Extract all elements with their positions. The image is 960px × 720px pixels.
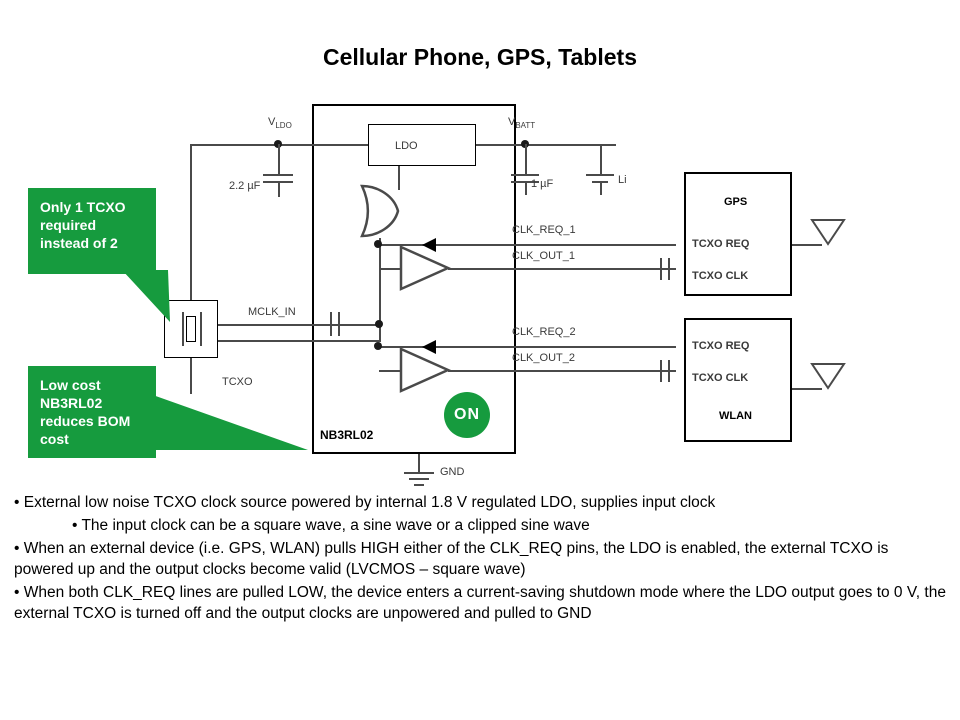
clk-req-2-label: CLK_REQ_2 [512,326,576,338]
batt-plate-long [586,174,614,176]
v-batt-label-sub: BATT [515,121,536,131]
wire-buf1-out [448,268,676,270]
node-clk-req-1 [374,240,382,248]
clkout2-cap-l [660,360,662,382]
callout-tcxo: Only 1 TCXO required instead of 2 [28,188,156,274]
callout-bom-tail [150,388,310,454]
battery-label: Li [618,174,627,186]
wlan-pin-tcxo-req: TCXO REQ [692,340,750,352]
wire-vbatt [476,144,616,146]
gnd-bar-2 [409,478,429,480]
gps-block-title: GPS [724,196,748,208]
bullet-3: • When an external device (i.e. GPS, WLAN) pulls HIGH either of the CLK_REQ pins, the LDO is enabled, the external TCXO is powered up and the output clocks become valid (LVCMOS – square wave) [14,540,889,578]
clkout1-cap-r [668,258,670,280]
wire-buf2-out [448,370,676,372]
ldo-block [368,124,476,166]
ldo-block-label: LDO [395,140,418,152]
gps-antenna-icon [810,218,846,246]
block-diagram [0,88,960,488]
bullet-4: • When both CLK_REQ lines are pulled LOW, the device enters a current-saving shutdown mode where the LDO output goes to 0 V, the external TCXO is turned off and the output clocks are unpowered and pulled to GND [14,584,946,622]
wire-cap-vldo-gnd [278,181,280,197]
tcxo-label: TCXO [222,376,253,388]
main-chip-label: NB3RL02 [320,428,374,442]
clk-req-2-arrow [420,338,438,356]
wlan-pin-tcxo-clk: TCXO CLK [692,372,749,384]
wire-cap-1u [525,144,527,174]
callout-bom: Low cost NB3RL02 reduces BOM cost [28,366,156,458]
wlan-block-title: WLAN [719,410,752,422]
bullet-list [14,492,946,626]
v-ldo-label-main: V [268,116,276,128]
v-batt-label-main: V [508,116,516,128]
wire-or-out [398,166,400,190]
mclk-cap-plate-l [330,312,332,336]
tcxo-xtal-r [200,312,202,346]
cap-vldo-plate-top [263,174,293,176]
v-ldo-label [268,116,292,130]
wire-mclk-in [218,324,380,326]
cap-1u-label: 1 µF [531,178,554,190]
wire-batt-gnd [600,181,602,195]
gnd-bar-3 [414,484,424,486]
wire-buf2-in [379,370,400,372]
clkout2-cap-r [668,360,670,382]
wire-batt [600,144,602,174]
bullet-1: • External low noise TCXO clock source powered by internal 1.8 V regulated LDO, supplies input clock [14,494,716,511]
node-clk-req-2 [374,342,382,350]
node-mclk [375,320,383,328]
callout-tcxo-tail [120,270,190,326]
cap-vldo-label: 2.2 µF [229,180,261,192]
bullet-2: • The input clock can be a square wave, a sine wave or a clipped sine wave [72,517,590,534]
cap-1u-plate-top [511,174,539,176]
gps-pin-tcxo-req: TCXO REQ [692,238,750,250]
gps-pin-tcxo-clk: TCXO CLK [692,270,749,282]
page-title: Cellular Phone, GPS, Tablets [323,44,637,70]
gnd-label: GND [440,466,465,478]
gnd-bar-1 [404,472,434,474]
on-semiconductor-logo: ON [444,392,490,438]
clk-out-2-label: CLK_OUT_2 [512,352,575,364]
clk-out-1-label: CLK_OUT_1 [512,250,575,262]
wlan-antenna-icon [810,362,846,390]
v-batt-label [508,116,535,130]
wire-cap-1u-gnd [525,181,527,195]
or-gate [358,184,402,238]
wire-chip-gnd [418,454,420,472]
clk-req-1-arrow [420,236,438,254]
wire-cap-vldo [278,144,280,174]
mclk-cap-plate-r [338,312,340,336]
v-ldo-label-sub: LDO [275,121,292,131]
clk-req-1-label: CLK_REQ_1 [512,224,576,236]
mclk-in-label: MCLK_IN [248,306,296,318]
wire-ldo-to-chip [190,340,380,342]
clkout1-cap-l [660,258,662,280]
wire-buf1-in [379,268,400,270]
